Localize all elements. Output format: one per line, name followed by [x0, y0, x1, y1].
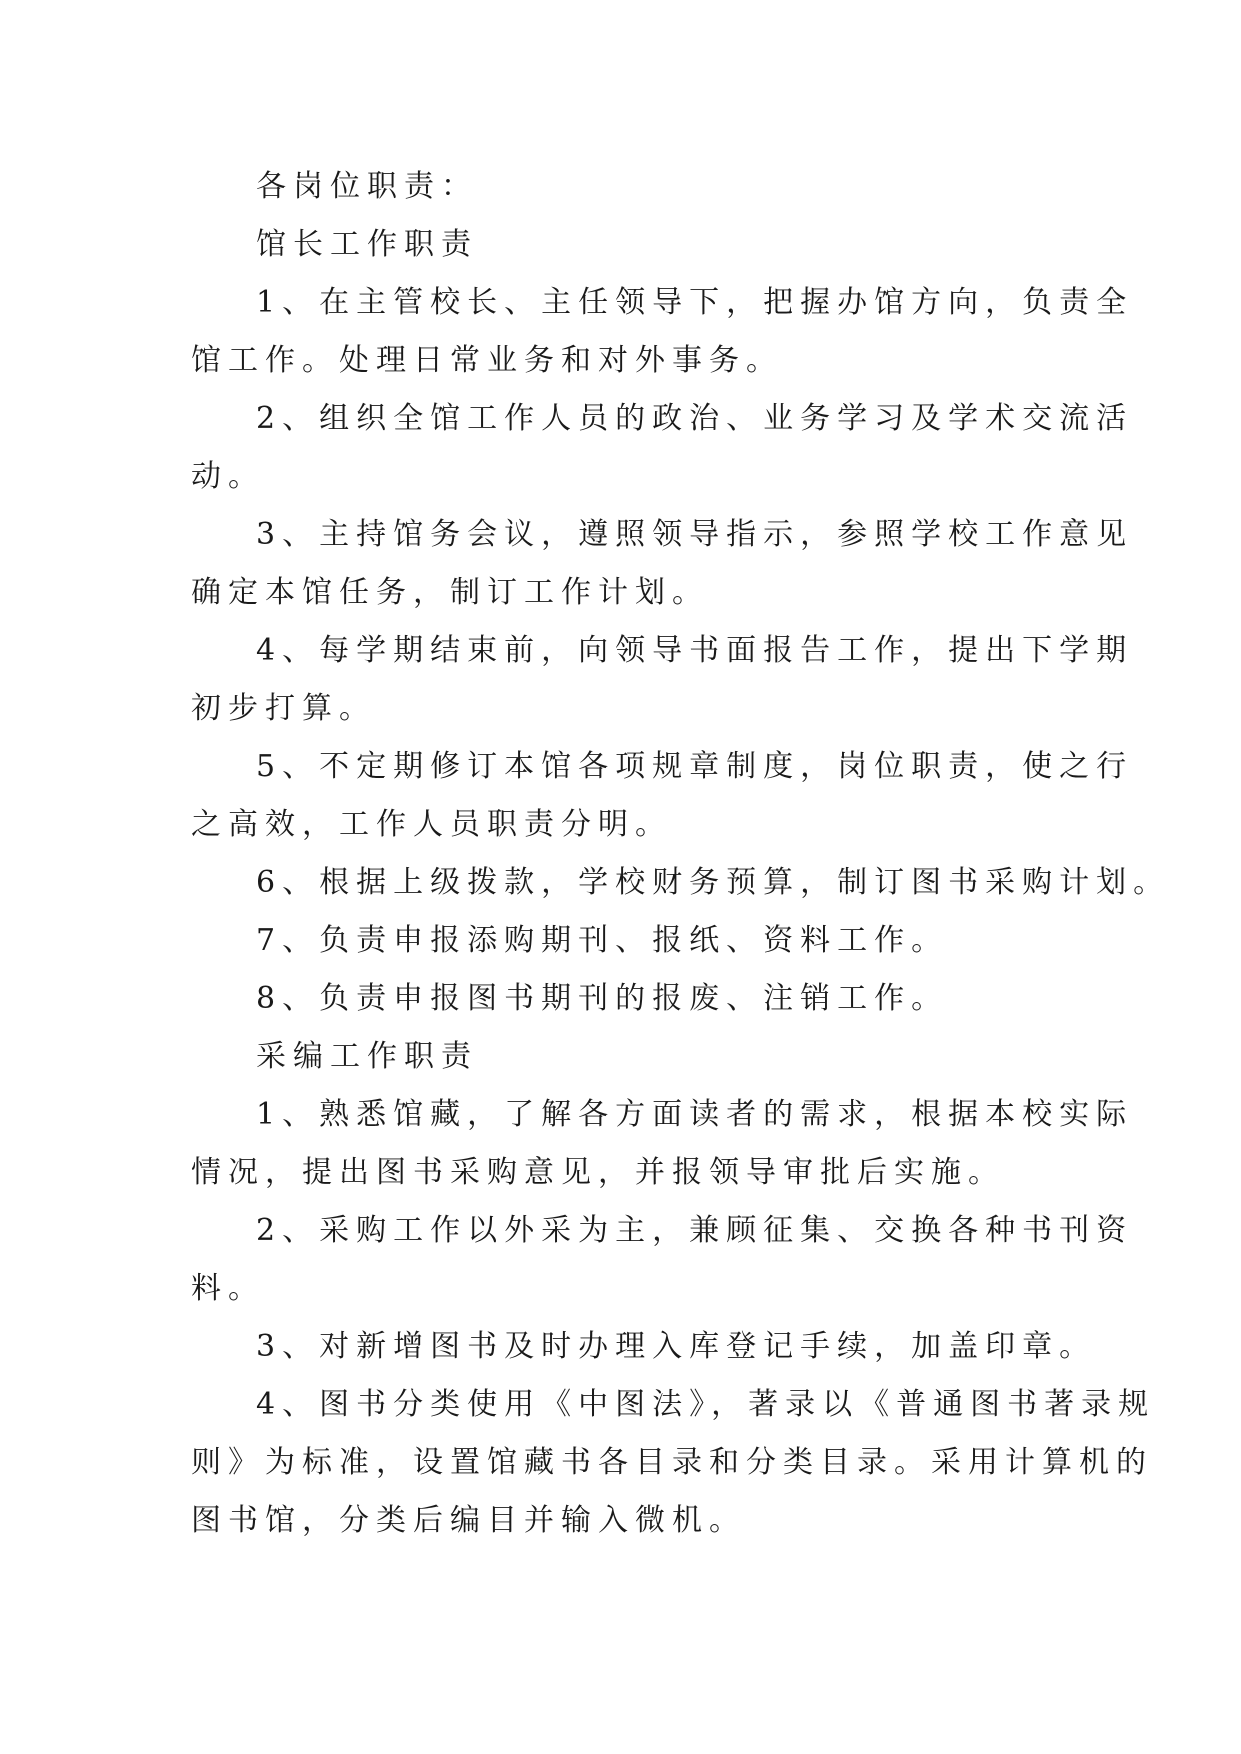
- list-item: [191, 622, 1134, 738]
- paragraph-line: 2、组织全馆工作人员的政治、业务学习及学术交流活: [256, 401, 1134, 436]
- paragraph-line: 6、根据上级拨款，学校财务预算，制订图书采购计划。: [256, 865, 1171, 900]
- list-item: [191, 1376, 1156, 1550]
- list-item: [191, 274, 1134, 390]
- paragraph-line: 4、图书分类使用《中图法》，著录以《普通图书著录规: [256, 1387, 1156, 1422]
- paragraph-line: 馆工作。处理日常业务和对外事务。: [191, 343, 783, 378]
- list-item: [191, 1086, 1134, 1202]
- paragraph-line: 图书馆，分类后编目并输入微机。: [191, 1503, 746, 1538]
- section-heading: 采编工作职责: [256, 1039, 478, 1074]
- paragraph-line: 则》为标准，设置馆藏书各目录和分类目录。采用计算机的: [191, 1445, 1153, 1480]
- intro-line: 各岗位职责：: [256, 169, 478, 204]
- paragraph-line: 之高效，工作人员职责分明。: [191, 807, 672, 842]
- paragraph-line: 3、对新增图书及时办理入库登记手续，加盖印章。: [256, 1329, 1097, 1364]
- paragraph-line: 初步打算。: [191, 691, 376, 726]
- list-item: [191, 912, 1051, 970]
- paragraph-line: 1、在主管校长、主任领导下，把握办馆方向，负责全: [256, 285, 1134, 320]
- list-item: [191, 738, 1134, 854]
- list-item: [191, 970, 1051, 1028]
- paragraph-line: 8、负责申报图书期刊的报废、注销工作。: [256, 981, 949, 1016]
- list-item: [191, 506, 1134, 622]
- paragraph-line: 情况，提出图书采购意见，并报领导审批后实施。: [191, 1155, 1005, 1190]
- paragraph-line: 4、每学期结束前，向领导书面报告工作，提出下学期: [256, 633, 1134, 668]
- paragraph-line: 料。: [191, 1271, 265, 1306]
- paragraph-line: 5、不定期修订本馆各项规章制度，岗位职责，使之行: [256, 749, 1134, 784]
- list-item: [191, 1202, 1134, 1318]
- paragraph-line: 动。: [191, 459, 265, 494]
- paragraph-line: 7、负责申报添购期刊、报纸、资料工作。: [256, 923, 949, 958]
- section-heading: 馆长工作职责: [256, 227, 478, 262]
- document-body: [191, 158, 1171, 1550]
- list-item: [191, 390, 1134, 506]
- paragraph-line: 2、采购工作以外采为主，兼顾征集、交换各种书刊资: [256, 1213, 1134, 1248]
- paragraph-line: 确定本馆任务，制订工作计划。: [191, 575, 709, 610]
- paragraph-line: 1、熟悉馆藏，了解各方面读者的需求，根据本校实际: [256, 1097, 1134, 1132]
- list-item: [191, 854, 1171, 912]
- paragraph-line: 3、主持馆务会议，遵照领导指示，参照学校工作意见: [256, 517, 1134, 552]
- list-item: [191, 1318, 1097, 1376]
